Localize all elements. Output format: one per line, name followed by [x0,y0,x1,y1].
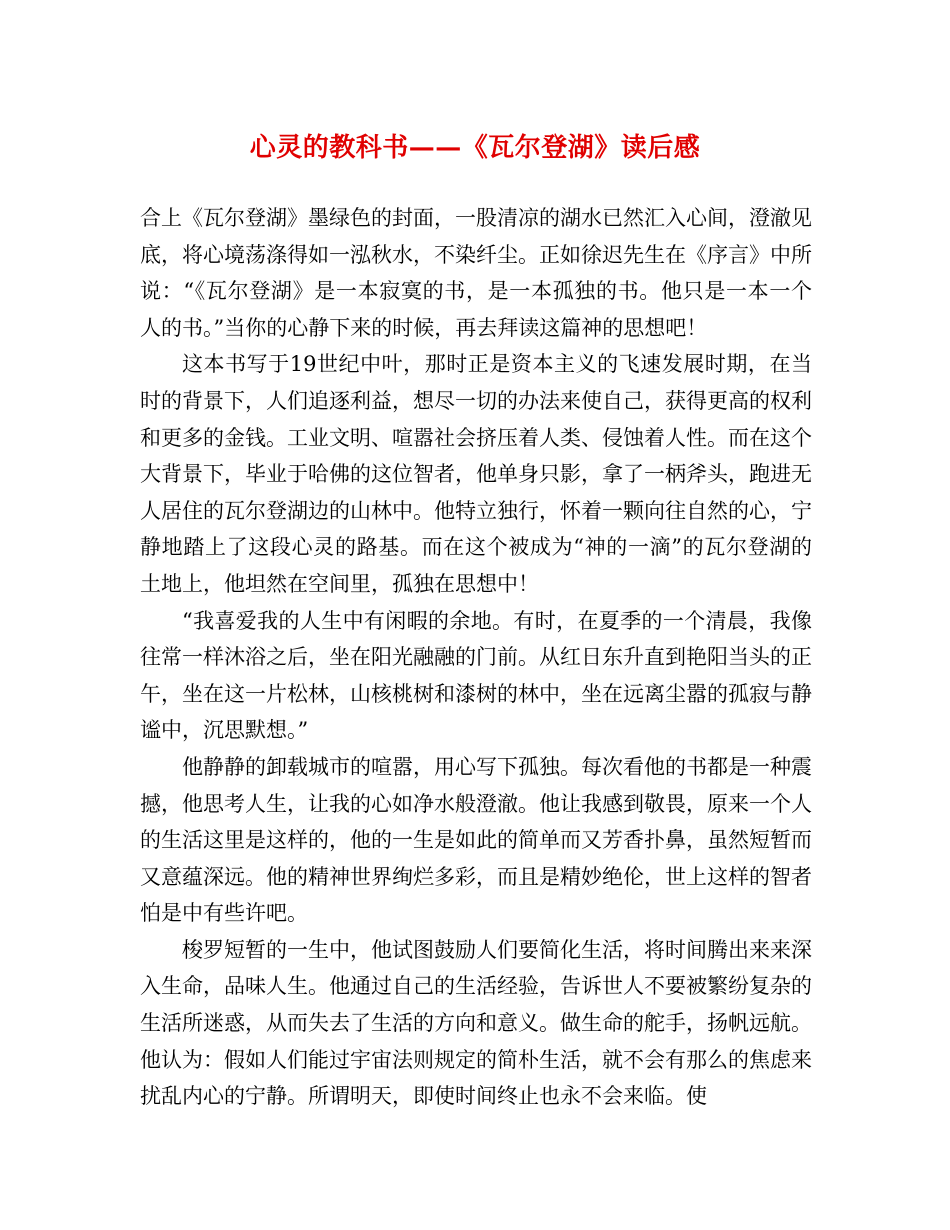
paragraph-4: 他静静的卸载城市的喧嚣，用心写下孤独。每次看他的书都是一种震撼，他思考人生，让我的心如净水般澄澈。他让我感到敬畏，原来一个人的生活这里是这样的，他的一生是如此的简单而又芳香扑鼻，虽然短暂而又意蕴深远。他的精神世界绚烂多彩，而且是精妙绝伦，世上这样的智者怕是中有些许吧。 [140,754,812,926]
paragraph-3: “我喜爱我的人生中有闲暇的余地。有时，在夏季的一个清晨，我像往常一样沐浴之后，坐在阳光融融的门前。从红日东升直到艳阳当头的正午，坐在这一片松林，山核桃树和漆树的林中，坐在远离尘嚣的孤寂与静谧中，沉思默想。” [140,608,812,743]
document-title: 心灵的教科书——《瓦尔登湖》读后感 [249,133,701,163]
paragraph-5: 梭罗短暂的一生中，他试图鼓励人们要简化生活，将时间腾出来来深入生命，品味人生。他通过自己的生活经验，告诉世人不要被繁纷复杂的生活所迷惑，从而失去了生活的方向和意义。做生命的舵手，扬帆远航。他认为：假如人们能过宇宙法则规定的简朴生活，就不会有那么的焦虑来扰乱内心的宁静。所谓明天，即使时间终止也永不会来临。使 [140,937,812,1109]
paragraph-2: 这本书写于19世纪中叶，那时正是资本主义的飞速发展时期，在当时的背景下，人们追逐利益，想尽一切的办法来使自己，获得更高的权利和更多的金钱。工业文明、喧嚣社会挤压着人类、侵蚀着人性。而在这个大背景下，毕业于哈佛的这位智者，他单身只影，拿了一柄斧头，跑进无人居住的瓦尔登湖边的山林中。他特立独行，怀着一颗向往自然的心，宁静地踏上了这段心灵的路基。而在这个被成为“神的一滴”的瓦尔登湖的土地上，他坦然在空间里，孤独在思想中！ [140,352,812,596]
paragraph-1: 合上《瓦尔登湖》墨绿色的封面，一股清凉的湖水已然汇入心间，澄澈见底，将心境荡涤得如一泓秋水，不染纤尘。正如徐迟先生在《序言》中所说：“《瓦尔登湖》是一本寂寞的书，是一本孤独的书。他只是一本一个人的书。”当你的心静下来的时候，再去拜读这篇神的思想吧！ [140,206,812,340]
document-body [140,200,812,1115]
